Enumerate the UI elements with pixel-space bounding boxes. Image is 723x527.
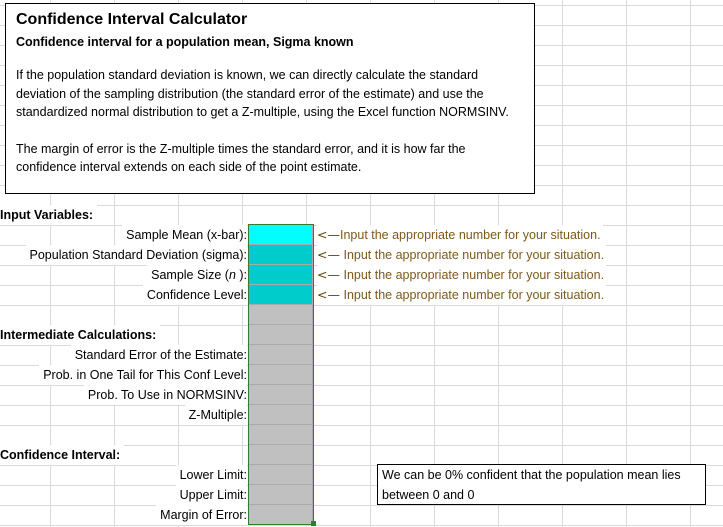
lower-limit-label: Lower Limit: <box>176 465 247 485</box>
population-sd-label: Population Standard Deviation (sigma): <box>26 245 247 265</box>
prob-one-tail-label: Prob. in One Tail for This Conf Level: <box>39 365 247 385</box>
fill-handle[interactable] <box>311 521 316 526</box>
left-arrow-icon: <— <box>317 227 340 242</box>
blank-calc-cell[interactable] <box>249 325 313 345</box>
confidence-interval-header: Confidence Interval: <box>0 445 124 465</box>
standard-error-label: Standard Error of the Estimate: <box>71 345 247 365</box>
sample-size-hint: <— Input the appropriate number for your situation. <box>317 265 606 285</box>
left-arrow-icon: <— <box>317 287 340 302</box>
margin-of-error-label: Margin of Error: <box>156 505 247 525</box>
sample-mean-label: Sample Mean (x-bar): <box>122 225 247 245</box>
description-paragraph-1: If the population standard deviation is known, we can directly calculate the standard deviation of the sampling distribution (the standard error of the estimate) and use the standardized normal distribution to get a Z-multiple, using the Excel function NORMSINV. <box>16 68 509 119</box>
confidence-level-input-cell[interactable] <box>249 285 313 305</box>
sample-mean-input-cell[interactable] <box>249 225 313 245</box>
title-text-box <box>5 3 535 194</box>
prob-normsinv-cell[interactable] <box>249 385 313 405</box>
z-multiple-label: Z-Multiple: <box>185 405 247 425</box>
ci-statement-box: We can be 0% confident that the population mean lies between 0 and 0 <box>377 464 706 505</box>
prob-one-tail-cell[interactable] <box>249 365 313 385</box>
input-variables-header: Input Variables: <box>0 205 97 225</box>
upper-limit-label: Upper Limit: <box>176 485 247 505</box>
z-multiple-cell[interactable] <box>249 405 313 425</box>
population-sd-input-cell[interactable] <box>249 245 313 265</box>
sample-mean-hint: <—Input the appropriate number for your situation. <box>317 225 603 245</box>
description-paragraph-2: The margin of error is the Z-multiple times the standard error, and it is how far the confidence interval extends on each side of the point estimate. <box>16 141 466 174</box>
blank-calc-cell[interactable] <box>249 445 313 465</box>
left-arrow-icon: <— <box>317 247 340 262</box>
lower-limit-cell[interactable] <box>249 465 313 485</box>
sample-size-input-cell[interactable] <box>249 265 313 285</box>
population-sd-hint: <— Input the appropriate number for your situation. <box>317 245 606 265</box>
prob-normsinv-label: Prob. To Use in NORMSINV: <box>84 385 247 405</box>
intermediate-calculations-header: Intermediate Calculations: <box>0 325 160 345</box>
confidence-level-label: Confidence Level: <box>143 285 247 305</box>
upper-limit-cell[interactable] <box>249 485 313 505</box>
standard-error-cell[interactable] <box>249 345 313 365</box>
page-title: Confidence Interval Calculator <box>16 11 248 28</box>
left-arrow-icon: <— <box>317 267 340 282</box>
blank-calc-cell[interactable] <box>249 425 313 445</box>
sample-size-label: Sample Size (n ): <box>147 265 247 285</box>
blank-calc-cell[interactable] <box>249 305 313 325</box>
page-subtitle: Confidence interval for a population mean, Sigma known <box>16 35 354 49</box>
margin-of-error-cell[interactable] <box>249 505 313 525</box>
confidence-level-hint: <— Input the appropriate number for your situation. <box>317 285 606 305</box>
